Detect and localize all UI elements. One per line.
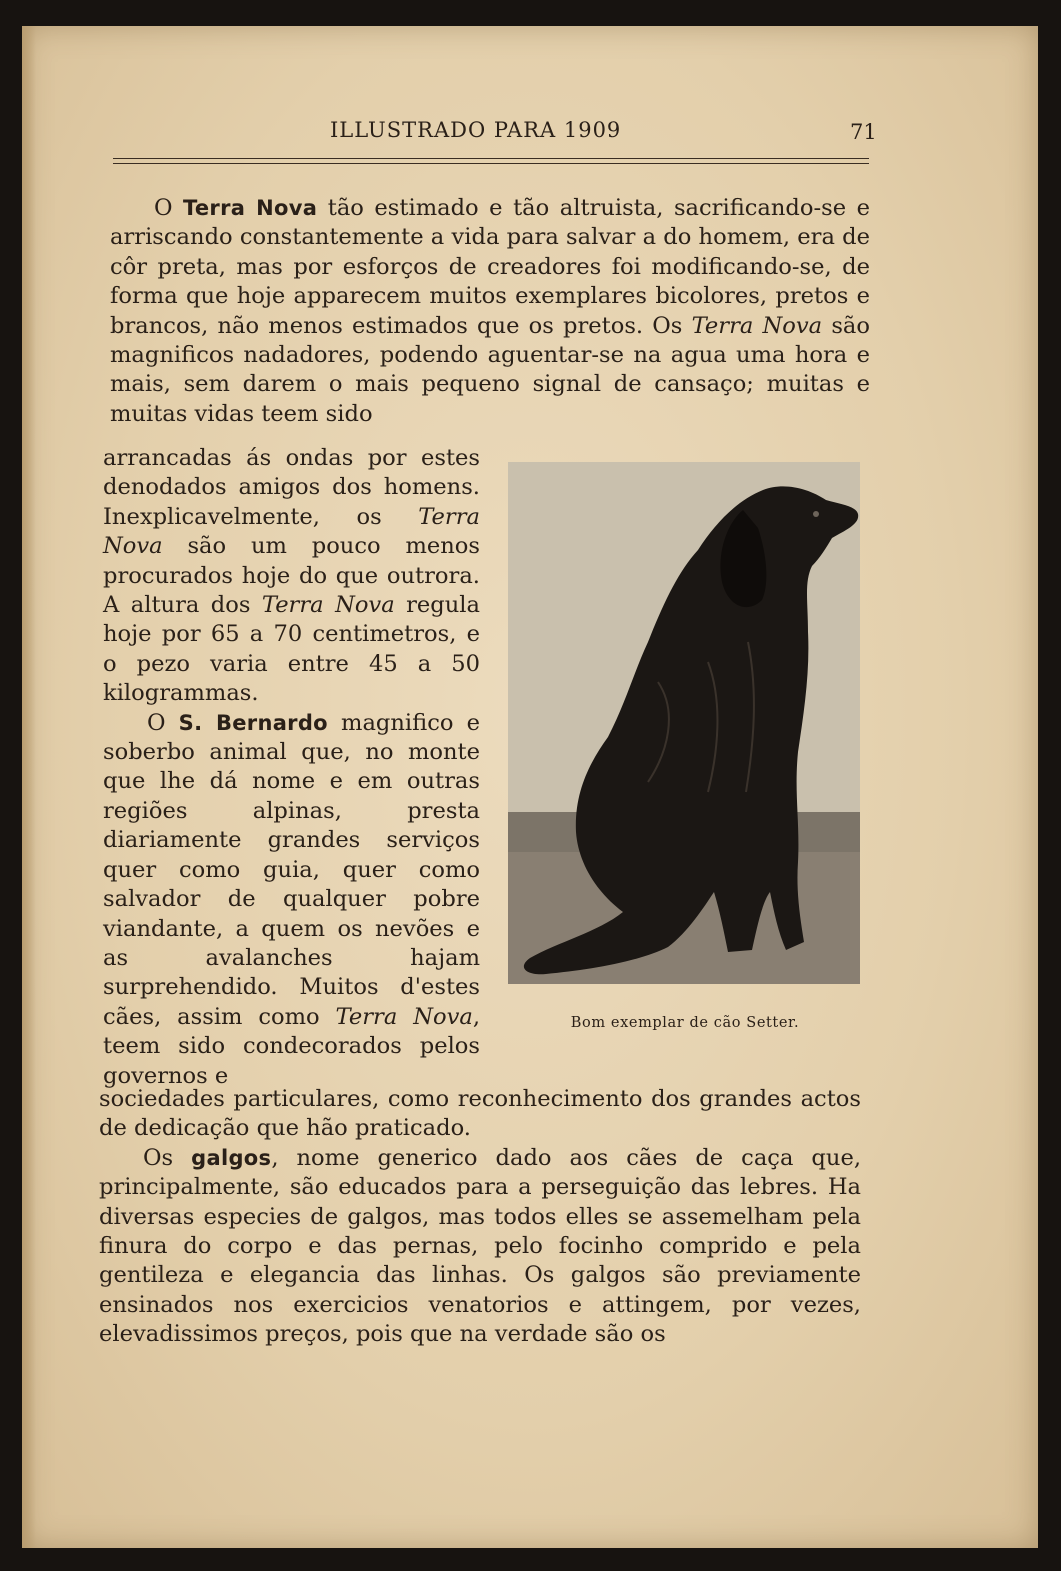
- italic-term: Terra Nova: [261, 592, 395, 619]
- text-run: magnifico e soberbo animal que, no monte que lhe dá nome e em outras regiões alpinas, presta diariamente grandes serviços quer como guia, quer como salvador de qualquer pobre viandante, a quem os nevões e as avalanches hajam surprehendido. Muitos d'estes cães, assim como: [103, 709, 480, 1030]
- paragraph-galgos: [99, 1144, 861, 1350]
- figure-caption: Bom exemplar de cão Setter.: [570, 1015, 800, 1031]
- subject-heading-terra-nova: Terra Nova: [183, 196, 318, 220]
- text-run: são um pouco menos procurados hoje do que outrora. A altura dos: [103, 533, 480, 619]
- text-run: tão estimado e tão altruista, sacrificando-se e arriscando constantemente a vida para salvar a do homem, era de côr preta, mas por esforços de creadores foi modificando-se, de forma que hoje apparecem muitos exemplares bicolores, pretos e brancos, não menos estimados que os pretos. Os: [110, 195, 870, 339]
- dog-eye: [813, 511, 819, 517]
- text-run: O: [154, 195, 184, 221]
- setter-dog-illustration: [508, 462, 860, 984]
- running-head: ILLUSTRADO PARA 1909: [330, 118, 622, 142]
- text-run: arrancadas ás ondas por estes denodados amigos dos homens. Inexplicavelmente, os: [103, 445, 480, 530]
- text-run: , teem sido condecorados pelos governos e: [103, 1003, 480, 1089]
- paragraph-terra-nova: [110, 194, 870, 429]
- text-run: , nome generico dado aos cães de caça que, principalmente, são educados para a perseguição das lebres. Ha diversas especies de galgos, mas todos elles se assemelham pela finura do corpo e das pernas, pelo focinho comprido e pela gentileza e elegancia das linhas. Os galgos são previamente ensinados nos exercicios venatorios e attingem, por vezes, elevadissimos preços, pois que na verdade são os: [99, 1144, 861, 1348]
- text-run: Os: [143, 1144, 192, 1171]
- page-number: 71: [850, 120, 877, 144]
- subject-heading-galgos: galgos: [191, 1145, 272, 1170]
- paragraph-s-bernardo-continued: sociedades particulares, como reconhecimento dos grandes actos de dedicação que hão praticado.: [99, 1086, 861, 1142]
- text-column-bottom: [99, 1085, 861, 1350]
- italic-term: Terra Nova: [103, 503, 480, 560]
- paragraph-s-bernardo: [103, 709, 480, 1091]
- text-run: O: [147, 709, 179, 736]
- text-run: regula hoje por 65 a 70 centimetros, e o pezo varia entre 45 a 50 kilogrammas.: [103, 592, 480, 707]
- text-run: são magnificos nadadores, podendo aguentar-se na agua uma hora e mais, sem darem o mais pequeno signal de cansaço; muitas e muitas vidas teem sido: [110, 312, 871, 427]
- subject-heading-s-bernardo: S. Bernardo: [178, 710, 328, 735]
- header-rule-top: [113, 158, 869, 159]
- header-rule-bottom: [113, 163, 869, 164]
- text-column-beside-figure: [103, 444, 480, 1091]
- paragraph-terra-nova-continued: [103, 444, 480, 709]
- page-binding-shadow: [22, 26, 36, 1548]
- setter-dog-photograph: [508, 462, 860, 984]
- italic-term: Terra Nova: [335, 1003, 473, 1030]
- italic-term: Terra Nova: [691, 312, 823, 339]
